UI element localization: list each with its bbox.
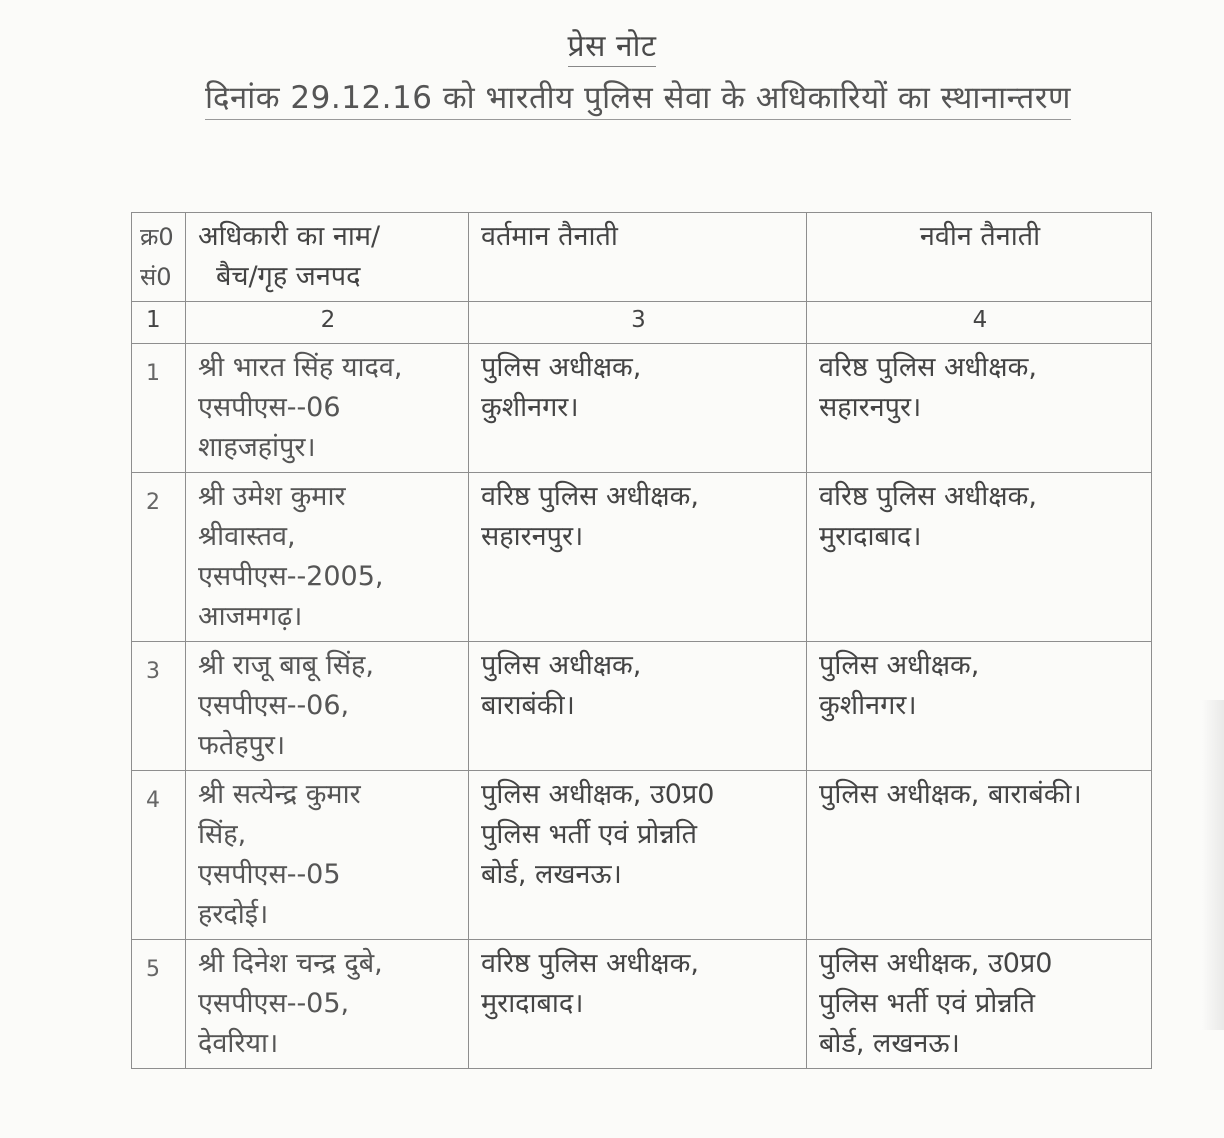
header-officer-line: अधिकारी का नाम/ xyxy=(198,221,381,252)
serial-number-cell: 4 xyxy=(132,771,186,940)
column-number-row xyxy=(132,302,1152,344)
officer-cell-line: सिंह, xyxy=(198,819,247,850)
table-row xyxy=(132,344,1152,473)
new-posting-cell-line: मुरादाबाद। xyxy=(819,521,922,552)
current-posting-cell-line: वरिष्ठ पुलिस अधीक्षक, xyxy=(481,481,699,512)
current-posting-cell xyxy=(469,473,807,642)
header-current-posting xyxy=(469,213,807,302)
new-posting-cell-line: पुलिस अधीक्षक, बाराबंकी। xyxy=(819,779,1082,810)
current-posting-cell-line: कुशीनगर। xyxy=(481,392,579,423)
current-posting-cell-line: पुलिस अधीक्षक, xyxy=(481,352,642,383)
new-posting-cell-line: वरिष्ठ पुलिस अधीक्षक, xyxy=(819,352,1037,383)
officer-cell-line: श्री सत्येन्द्र कुमार xyxy=(198,779,361,810)
column-number: 2 xyxy=(186,302,469,344)
current-posting-cell xyxy=(469,642,807,771)
new-posting-cell xyxy=(807,344,1152,473)
column-number: 3 xyxy=(469,302,807,344)
header-serial-line: सं0 xyxy=(140,263,172,291)
current-posting-cell xyxy=(469,344,807,473)
new-posting-cell xyxy=(807,771,1152,940)
officer-cell-line: देवरिया। xyxy=(198,1028,279,1059)
new-posting-cell xyxy=(807,642,1152,771)
document-title-text: प्रेस नोट xyxy=(568,29,657,67)
officer-cell xyxy=(186,473,469,642)
officer-cell-line: एसपीएस--2005, xyxy=(198,561,384,592)
table-row xyxy=(132,771,1152,940)
table-row xyxy=(132,473,1152,642)
current-posting-cell xyxy=(469,771,807,940)
serial-number-cell: 3 xyxy=(132,642,186,771)
header-officer xyxy=(186,213,469,302)
new-posting-cell-line: वरिष्ठ पुलिस अधीक्षक, xyxy=(819,481,1037,512)
officer-cell xyxy=(186,642,469,771)
officer-cell-line: श्री दिनेश चन्द्र दुबे, xyxy=(198,948,383,979)
officer-cell-line: एसपीएस--05, xyxy=(198,988,350,1019)
current-posting-cell-line: बाराबंकी। xyxy=(481,690,575,721)
officer-cell-line: श्रीवास्तव, xyxy=(198,521,296,552)
current-posting-cell-line: पुलिस अधीक्षक, xyxy=(481,650,642,681)
current-posting-cell-line: वरिष्ठ पुलिस अधीक्षक, xyxy=(481,948,699,979)
header-new-posting xyxy=(807,213,1152,302)
officer-cell xyxy=(186,940,469,1069)
officer-cell-line: श्री भारत सिंह यादव, xyxy=(198,352,403,383)
table-row xyxy=(132,642,1152,771)
new-posting-cell-line: पुलिस भर्ती एवं प्रोन्नति xyxy=(819,988,1036,1019)
serial-number-cell: 2 xyxy=(132,473,186,642)
officer-cell-line: श्री राजू बाबू सिंह, xyxy=(198,650,374,681)
new-posting-cell-line: कुशीनगर। xyxy=(819,690,917,721)
header-officer-line: बैच/गृह जनपद xyxy=(216,261,361,292)
current-posting-cell-line: पुलिस अधीक्षक, उ0प्र0 xyxy=(481,779,715,810)
new-posting-cell-line: पुलिस अधीक्षक, उ0प्र0 xyxy=(819,948,1053,979)
officer-cell-line: एसपीएस--06 xyxy=(198,392,341,423)
officer-cell-line: शाहजहांपुर। xyxy=(198,432,316,463)
new-posting-cell-line: सहारनपुर। xyxy=(819,392,922,423)
officer-cell-line: एसपीएस--05 xyxy=(198,859,341,890)
officer-cell xyxy=(186,344,469,473)
officer-cell-line: आजमगढ़। xyxy=(198,601,303,632)
transfer-table xyxy=(131,212,1152,1069)
new-posting-cell xyxy=(807,940,1152,1069)
header-serial-line: क्र0 xyxy=(140,223,174,251)
current-posting-cell-line: मुरादाबाद। xyxy=(481,988,584,1019)
officer-cell xyxy=(186,771,469,940)
header-current-posting-text: वर्तमान तैनाती xyxy=(481,221,618,252)
officer-cell-line: एसपीएस--06, xyxy=(198,690,350,721)
column-number: 1 xyxy=(132,302,186,344)
column-number: 4 xyxy=(807,302,1152,344)
new-posting-cell xyxy=(807,473,1152,642)
current-posting-cell-line: पुलिस भर्ती एवं प्रोन्नति xyxy=(481,819,698,850)
serial-number-cell: 5 xyxy=(132,940,186,1069)
current-posting-cell-line: सहारनपुर। xyxy=(481,521,584,552)
new-posting-cell-line: बोर्ड, लखनऊ। xyxy=(819,1028,960,1059)
document-title xyxy=(0,24,1224,65)
document-subtitle xyxy=(138,76,1138,118)
current-posting-cell xyxy=(469,940,807,1069)
header-serial xyxy=(132,213,186,302)
document-subtitle-text: दिनांक 29.12.16 को भारतीय पुलिस सेवा के अधिकारियों का स्थानान्तरण xyxy=(205,80,1071,120)
officer-cell-line: श्री उमेश कुमार xyxy=(198,481,346,512)
new-posting-cell-line: पुलिस अधीक्षक, xyxy=(819,650,980,681)
header-new-posting-text: नवीन तैनाती xyxy=(919,221,1041,252)
serial-number-cell: 1 xyxy=(132,344,186,473)
scan-edge-shadow xyxy=(1202,700,1224,1030)
table-row xyxy=(132,940,1152,1069)
officer-cell-line: हरदोई। xyxy=(198,899,269,930)
officer-cell-line: फतेहपुर। xyxy=(198,730,286,761)
current-posting-cell-line: बोर्ड, लखनऊ। xyxy=(481,859,622,890)
table-header-row xyxy=(132,213,1152,302)
